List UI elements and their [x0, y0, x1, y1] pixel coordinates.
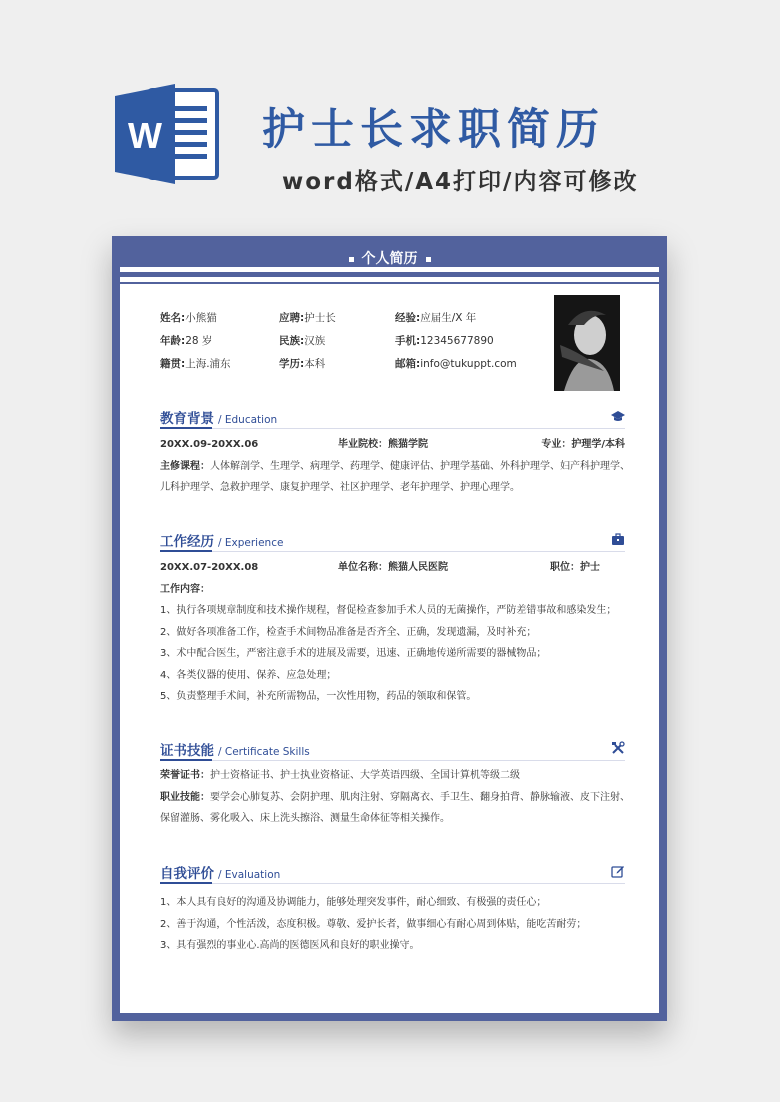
graduation-cap-icon — [611, 409, 625, 423]
experience-company: 单位名称：熊猫人民医院 — [338, 562, 448, 573]
info-experience — [395, 310, 514, 333]
info-ethnicity — [279, 333, 395, 356]
info-phone — [395, 333, 514, 356]
education-summary-row — [160, 434, 625, 456]
section-underline — [160, 882, 212, 884]
page-title: 护士长求职简历 — [262, 105, 605, 155]
honor-line — [160, 765, 625, 787]
experience-period: 20XX.07-20XX.08 — [160, 562, 259, 573]
briefcase-icon — [611, 532, 625, 546]
info-label: 邮箱: — [395, 358, 421, 370]
header-stripe — [120, 277, 659, 282]
info-hometown — [160, 356, 279, 379]
skill-label: 职业技能： — [160, 791, 210, 803]
info-value: 12345677890 — [420, 335, 494, 347]
header-stripe — [120, 267, 659, 272]
skill-text-continued: 保留灌肠、雾化吸入、床上洗头擦浴、测量生命体征等相关操作。 — [160, 813, 450, 824]
courses-text: 人体解剖学、生理学、病理学、药理学、健康评估、护理学基础、外科护理学、妇产科护理学、 — [210, 460, 630, 472]
info-value: info@tukuppt.com — [420, 358, 517, 370]
experience-item: 4、各类仪器的使用、保养、应急处理； — [160, 669, 337, 681]
info-degree — [279, 356, 395, 379]
profile-photo — [554, 295, 620, 391]
section-subtitle: / Education — [218, 414, 278, 426]
info-value: 汉族 — [304, 335, 326, 347]
section-subtitle: / Evaluation — [218, 869, 281, 881]
section-title: 自我评价 — [160, 866, 214, 882]
section-underline — [160, 427, 212, 429]
experience-item: 3、术中配合医生，严密注意手术的进展及需要，迅速、正确地传递所需要的器械物品； — [160, 648, 547, 659]
evaluation-item: 2、善于沟通，个性活泼，态度积极。尊敬、爱护长者，做事细心有耐心周到体贴，能吃苦耐劳； — [160, 918, 587, 930]
resume-heading-text: 个人简历 — [361, 251, 418, 267]
section-title: 教育背景 — [160, 411, 214, 427]
section-header — [160, 407, 625, 429]
section-subtitle: / Certificate Skills — [218, 746, 310, 758]
info-value: 小熊猫 — [185, 312, 217, 324]
section-underline — [160, 759, 212, 761]
experience-item: 2、做好各项准备工作，检查手术间物品准备是否齐全、正确，发现遗漏，及时补充； — [160, 626, 537, 638]
section-title: 工作经历 — [160, 534, 214, 550]
section-subtitle: / Experience — [218, 537, 284, 549]
info-label: 民族: — [279, 335, 305, 347]
skill-text: 要学会心肺复苏、会阴护理、肌肉注射、穿隔离衣、手卫生、翻身拍背、静脉输液、皮下注射、 — [210, 791, 630, 803]
info-row — [160, 356, 520, 379]
resume-heading — [120, 248, 659, 268]
info-label: 手机: — [395, 335, 421, 347]
courses-label: 主修课程： — [160, 460, 210, 472]
info-label: 学历: — [279, 358, 305, 370]
info-value: 上海.浦东 — [185, 358, 231, 370]
tools-icon — [611, 741, 625, 755]
info-label: 姓名: — [160, 312, 186, 324]
info-name — [160, 310, 279, 333]
info-value: 应届生/X 年 — [420, 312, 477, 324]
info-apply — [279, 310, 395, 333]
section-underline — [160, 550, 212, 552]
education-major: 专业：护理学/本科 — [541, 439, 625, 450]
word-logo-icon — [115, 82, 221, 186]
page-subtitle: word格式/A4打印/内容可修改 — [282, 169, 639, 195]
section-evaluation — [160, 862, 625, 957]
info-age — [160, 333, 279, 356]
info-email — [395, 356, 517, 379]
info-label: 应聘: — [279, 312, 305, 324]
experience-summary-row — [160, 557, 625, 579]
info-row — [160, 310, 520, 333]
experience-item: 1、执行各项规章制度和技术操作规程，督促检查参加手术人员的无菌操作，严防差错事故和感染发生； — [160, 605, 617, 616]
resume-header-bar — [120, 236, 659, 284]
info-label: 年龄: — [160, 335, 186, 347]
experience-content-label: 工作内容： — [160, 583, 210, 595]
info-value: 28 岁 — [185, 335, 213, 347]
section-experience — [160, 530, 625, 708]
square-bullet-icon — [426, 257, 431, 262]
education-school: 毕业院校：熊猫学院 — [338, 439, 428, 450]
edit-icon — [611, 864, 625, 878]
education-period: 20XX.09-20XX.06 — [160, 439, 259, 450]
section-header — [160, 862, 625, 884]
section-header — [160, 739, 625, 761]
info-value: 护士长 — [304, 312, 336, 324]
section-skills — [160, 739, 630, 830]
resume-paper — [120, 284, 659, 1013]
experience-position: 职位：护士 — [550, 562, 600, 573]
evaluation-item: 3、具有强烈的事业心.高尚的医德医风和良好的职业操守。 — [160, 940, 420, 951]
info-row — [160, 333, 520, 356]
info-value: 本科 — [304, 358, 326, 370]
section-header — [160, 530, 625, 552]
basic-info — [160, 310, 520, 379]
svg-text:W: W — [128, 115, 162, 156]
courses-text-continued: 儿科护理学、急救护理学、康复护理学、社区护理学、老年护理学、护理心理学。 — [160, 482, 520, 493]
skill-line — [160, 787, 630, 809]
evaluation-item: 1、本人具有良好的沟通及协调能力，能够处理突发事件，耐心细致、有极强的责任心； — [160, 897, 547, 908]
section-education — [160, 407, 630, 499]
square-bullet-icon — [349, 257, 354, 262]
honor-label: 荣誉证书： — [160, 770, 210, 781]
experience-item: 5、负责整理手术间，补充所需物品，一次性用物，药品的领取和保管。 — [160, 691, 477, 702]
honor-text: 护士资格证书、护士执业资格证、大学英语四级、全国计算机等级二级 — [210, 770, 520, 781]
info-label: 籍贯: — [160, 358, 186, 370]
education-courses — [160, 456, 630, 478]
info-label: 经验: — [395, 312, 421, 324]
section-title: 证书技能 — [160, 743, 214, 759]
resume-card — [112, 236, 667, 1021]
